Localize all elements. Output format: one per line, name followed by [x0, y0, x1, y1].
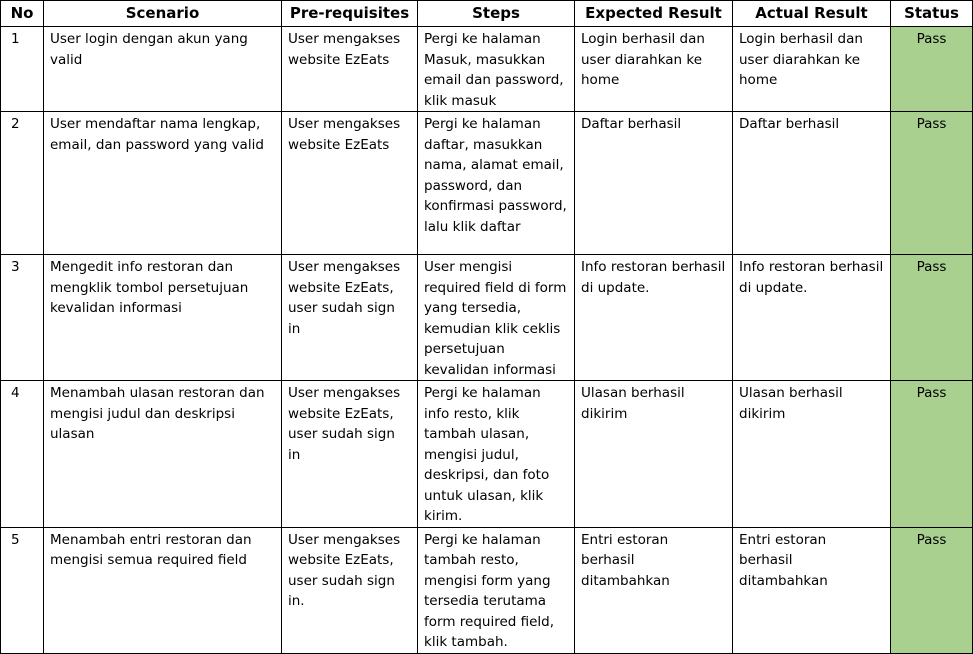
cell-no	[1, 27, 44, 112]
cell-text: Info restoran berhasil di update.	[739, 259, 884, 296]
cell-text: Menambah ulasan restoran dan mengisi judul dan deskripsi ulasan	[50, 385, 265, 442]
cell-actual-result	[733, 255, 891, 381]
cell-expected-result	[575, 112, 733, 255]
cell-steps	[418, 112, 575, 255]
cell-prerequisites	[282, 112, 418, 255]
table-row	[1, 112, 973, 255]
cell-text: 4	[11, 385, 20, 401]
cell-text: Daftar berhasil	[739, 116, 840, 132]
cell-no	[1, 255, 44, 381]
cell-expected-result	[575, 527, 733, 653]
cell-text: Info restoran berhasil di update.	[581, 259, 726, 296]
cell-text: Daftar berhasil	[581, 116, 682, 132]
cell-text: Menambah entri restoran dan mengisi semua required field	[50, 531, 252, 568]
cell-text: User mengakses website EzEats, user sudah sign in	[288, 259, 401, 337]
cell-expected-result	[575, 27, 733, 112]
cell-text: User mengisi required field di form yang tersedia, kemudian klik ceklis persetujuan kevalidan informasi	[424, 259, 567, 378]
cell-text: User login dengan akun yang valid	[50, 31, 248, 68]
cell-text: User mengakses website EzEats, user sudah sign in.	[288, 531, 401, 609]
cell-scenario	[44, 527, 282, 653]
status-text: Pass	[916, 31, 947, 47]
cell-text: Pergi ke halaman tambah resto, mengisi form yang tersedia terutama form required field, klik tambah.	[424, 531, 555, 650]
cell-steps	[418, 27, 575, 112]
cell-scenario	[44, 255, 282, 381]
status-text: Pass	[916, 116, 947, 132]
header-prerequisites: Pre-requisites	[282, 1, 418, 27]
cell-prerequisites	[282, 255, 418, 381]
cell-text: Mengedit info restoran dan mengklik tombol persetujuan kevalidan informasi	[50, 259, 249, 316]
cell-text: Pergi ke halaman daftar, masukkan nama, alamat email, password, dan konfirmasi password, lalu klik daftar	[424, 116, 567, 235]
status-badge	[891, 255, 973, 381]
header-expected-result: Expected Result	[575, 1, 733, 27]
cell-scenario	[44, 27, 282, 112]
status-badge	[891, 27, 973, 112]
cell-text: 1	[11, 31, 20, 47]
cell-text: User mengakses website EzEats, user sudah sign in	[288, 385, 401, 463]
cell-no	[1, 527, 44, 653]
cell-text: Pergi ke halaman info resto, klik tambah ulasan, mengisi judul, deskripsi, dan foto untuk ulasan, klik kirim.	[424, 385, 550, 524]
header-status: Status	[891, 1, 973, 27]
cell-actual-result	[733, 381, 891, 528]
cell-steps	[418, 255, 575, 381]
cell-scenario	[44, 381, 282, 528]
cell-text: 3	[11, 259, 20, 275]
header-actual-result: Actual Result	[733, 1, 891, 27]
table-row	[1, 381, 973, 528]
cell-no	[1, 381, 44, 528]
cell-actual-result	[733, 27, 891, 112]
cell-text: User mengakses website EzEats	[288, 31, 401, 68]
status-text: Pass	[916, 531, 947, 548]
status-badge	[891, 527, 973, 653]
table-row	[1, 27, 973, 112]
cell-text: Pergi ke halaman Masuk, masukkan email dan password, klik masuk	[424, 31, 564, 109]
header-row	[1, 1, 973, 27]
cell-text: User mengakses website EzEats	[288, 116, 401, 153]
cell-text: Login berhasil dan user diarahkan ke home	[581, 31, 705, 88]
cell-prerequisites	[282, 381, 418, 528]
header-scenario: Scenario	[44, 1, 282, 27]
cell-prerequisites	[282, 527, 418, 653]
cell-text: Ulasan berhasil dikirim	[739, 385, 843, 422]
header-steps: Steps	[418, 1, 575, 27]
cell-no	[1, 112, 44, 255]
cell-steps	[418, 381, 575, 528]
status-text: Pass	[916, 385, 947, 401]
table-row	[1, 255, 973, 381]
status-badge	[891, 112, 973, 255]
status-text: Pass	[916, 259, 947, 275]
cell-actual-result	[733, 527, 891, 653]
cell-actual-result	[733, 112, 891, 255]
cell-expected-result	[575, 255, 733, 381]
table-row	[1, 527, 973, 653]
cell-prerequisites	[282, 27, 418, 112]
cell-text: Ulasan berhasil dikirim	[581, 385, 685, 422]
cell-text: Login berhasil dan user diarahkan ke home	[739, 31, 863, 88]
header-no: No	[1, 1, 44, 27]
cell-text: Entri estoran berhasil ditambahkan	[739, 531, 828, 589]
cell-text: User mendaftar nama lengkap, email, dan password yang valid	[50, 116, 264, 153]
cell-expected-result	[575, 381, 733, 528]
cell-text: Entri estoran berhasil ditambahkan	[581, 531, 670, 589]
cell-text: 2	[11, 116, 20, 132]
cell-scenario	[44, 112, 282, 255]
status-badge	[891, 381, 973, 528]
cell-text: 5	[11, 531, 20, 548]
cell-steps	[418, 527, 575, 653]
